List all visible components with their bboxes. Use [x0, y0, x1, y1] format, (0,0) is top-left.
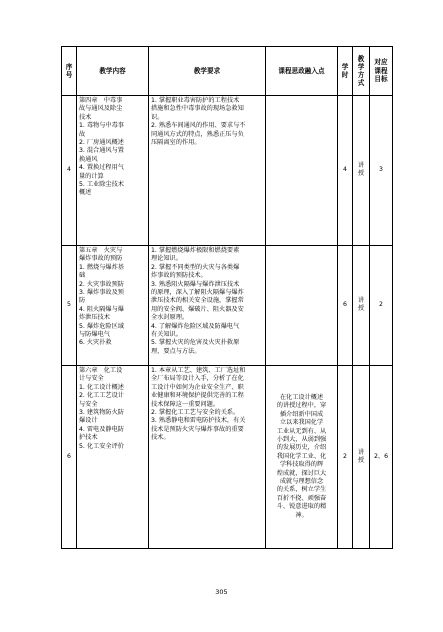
- cell-ideology-line: 立以来我国化学: [279, 419, 324, 427]
- cell-ideology-line: 成就与理想信念: [279, 478, 324, 486]
- cell-requirement-line: 技术。: [151, 434, 170, 442]
- cell-method: [353, 366, 370, 549]
- cell-content-line: 础: [79, 272, 86, 280]
- cell-requirement-line: 3. 熟悉静电和雷电防护技术，有关: [151, 417, 246, 425]
- cell-requirement-line: 3. 熟悉阻火隔爆与爆炸泄压技术: [151, 280, 240, 288]
- cell-ideology-line: 小到大，从弱到强: [276, 435, 327, 443]
- header-content: 教学内容: [77, 47, 149, 96]
- syllabus-table: [61, 46, 393, 549]
- cell-content-line: 换通风: [79, 155, 98, 163]
- cell-content-line: 护技术: [79, 434, 98, 442]
- cell-ideology: [266, 246, 338, 366]
- cell-content-line: 4. 雷电及静电防: [79, 425, 124, 433]
- cell-content-line: 与安全: [79, 400, 98, 408]
- cell-method-text: 讲授: [357, 162, 365, 178]
- cell-content-line: 5. 工业除尘技术: [79, 181, 124, 189]
- cell-requirement-line: 有关知识。: [151, 331, 182, 339]
- cell-content-line: 3. 混合通风与置: [79, 147, 124, 155]
- cell-requirement-line: 的原理，深入了解阻火隔爆与爆炸: [151, 289, 244, 297]
- cell-hours: 2: [338, 366, 353, 549]
- cell-content-line: 炸泄压技术: [79, 314, 110, 322]
- cell-ideology-line: 的讲授过程中，穿: [276, 402, 327, 410]
- header-row: [62, 47, 393, 96]
- cell-content-line: 4. 置换过程用气: [79, 164, 124, 172]
- cell-requirement-line: 2. 掌握化工工艺与安全的关系。: [151, 409, 240, 417]
- cell-content-line: 5. 化工安全评价: [79, 442, 124, 450]
- cell-ideology-line: 我国化学工业、化: [276, 452, 327, 460]
- cell-requirement-line: 1. 本章从工艺、建筑、工厂选址和: [151, 367, 246, 374]
- cell-ideology-line: 煌成就，探讨巨大: [276, 469, 327, 477]
- cell-content-line: 与防爆电气: [79, 331, 110, 339]
- cell-content-line: 故: [79, 130, 86, 138]
- cell-content-line: 2. 厂房通风概述: [79, 139, 124, 147]
- cell-requirement-line: 2. 掌握不同类型的火灾与各类爆: [151, 263, 240, 271]
- header-seq: 序号: [62, 47, 77, 96]
- cell-requirement-line: 工设计中如何为企业安全生产、职: [151, 383, 244, 391]
- cell-requirement-line: 5. 掌握火灾的危害及火灾扑救原: [151, 339, 240, 347]
- cell-content-line: 4. 阻火隔爆与爆: [79, 305, 124, 313]
- cell-content-line: 第五章 火灾与: [79, 247, 123, 254]
- cell-content-line: 技术: [79, 113, 92, 121]
- cell-requirement: [149, 96, 266, 246]
- cell-requirement-line: 措施和急性中毒事故的现场急救知: [151, 105, 244, 113]
- cell-ideology-line: 神。: [295, 511, 308, 519]
- cell-requirement-line: 理论知识。: [151, 255, 182, 263]
- cell-seq: 4: [62, 96, 77, 246]
- cell-ideology: [266, 96, 338, 246]
- cell-content: [77, 96, 149, 246]
- cell-content-line: 1. 燃烧与爆炸基: [79, 263, 124, 271]
- cell-requirement-line: 4. 了解爆炸危险区域及防爆电气: [151, 322, 240, 330]
- cell-ideology-line: 在化工设计概述: [279, 393, 324, 401]
- header-method: 教学方式: [353, 47, 370, 96]
- cell-requirement-line: 理、要点与方法。: [151, 347, 201, 355]
- cell-target: 2: [370, 246, 393, 366]
- cell-content-line: 第四章 中毒事: [79, 97, 123, 104]
- cell-ideology-line: 的关系，树立学生: [276, 486, 327, 494]
- cell-ideology-line: 学科技取得的辉: [279, 461, 324, 469]
- cell-requirement-line: 2. 熟悉车间通风的作用、要求与不: [151, 122, 246, 130]
- cell-seq: 5: [62, 246, 77, 366]
- cell-content-line: 3. 爆炸事故及预: [79, 289, 124, 297]
- cell-ideology-line: 百折不挠、顽强奋: [276, 494, 327, 502]
- cell-requirement-line: 1. 掌握燃烧爆炸极限和燃烧要素: [151, 247, 240, 254]
- cell-requirement: [149, 246, 266, 366]
- cell-requirement-line: 压隔离室的作用。: [151, 139, 201, 147]
- cell-requirement-line: 泄压技术的相关安全设施，掌握常: [151, 297, 244, 305]
- header-hours: 学时: [338, 47, 353, 96]
- cell-content-line: 6. 火灾扑救: [79, 339, 112, 347]
- cell-method-text: 讲授: [357, 448, 365, 464]
- cell-content-line: 5. 爆炸危险区域: [79, 322, 124, 330]
- cell-requirement-line: 1. 掌握职业毒害防护的工程技术: [151, 97, 240, 104]
- cell-content-line: 第六章 化工设: [79, 367, 123, 374]
- cell-content-line: 故与通风及除尘: [79, 105, 123, 113]
- cell-content-line: 爆炸事故的预防: [79, 255, 123, 263]
- cell-hours: 6: [338, 246, 353, 366]
- header-target: 对应课程目标: [370, 47, 393, 96]
- cell-content: [77, 366, 149, 549]
- header-ideology: 课程思政融入点: [266, 47, 338, 96]
- table-row: [62, 246, 393, 366]
- cell-requirement-line: 全水封原理。: [151, 314, 189, 322]
- cell-ideology-line: 插介绍新中国成: [279, 410, 324, 418]
- cell-requirement-line: 识。: [151, 113, 164, 121]
- page-number: 305: [215, 588, 228, 596]
- cell-content-line: 3. 建筑物防火防: [79, 409, 124, 417]
- table-row: [62, 96, 393, 246]
- cell-content-line: 1. 毒物与中毒事: [79, 122, 124, 130]
- header-requirement: 教学要求: [149, 47, 266, 96]
- cell-requirement-line: 技术保障这一重要问题。: [151, 400, 220, 408]
- cell-content-line: 爆设计: [79, 417, 98, 425]
- cell-seq: 6: [62, 366, 77, 549]
- cell-content: [77, 246, 149, 366]
- cell-target: 2、6: [370, 366, 393, 549]
- cell-requirement-line: 全厂布局等设计入手，分析了在化: [151, 375, 244, 383]
- cell-content-line: 概述: [79, 189, 92, 197]
- cell-method: [353, 96, 370, 246]
- cell-requirement: [149, 366, 266, 549]
- cell-method: [353, 246, 370, 366]
- cell-requirement-line: 用的安全阀、爆破片、阻火器及安: [151, 305, 244, 313]
- cell-content-line: 计与安全: [79, 375, 104, 383]
- cell-requirement-line: 业健康和环境保护提供完善的工程: [151, 392, 244, 400]
- cell-target: 3: [370, 96, 393, 246]
- table-row: [62, 366, 393, 549]
- cell-content-line: 量的计算: [79, 172, 104, 180]
- cell-requirement-line: 炸事故的预防技术。: [151, 272, 207, 280]
- cell-content-line: 1. 化工设计概述: [79, 383, 124, 391]
- cell-ideology: [266, 366, 338, 549]
- cell-content-line: 2. 火灾事故预防: [79, 280, 124, 288]
- cell-ideology-line: 工业从无到有、从: [276, 427, 327, 435]
- cell-hours: 4: [338, 96, 353, 246]
- cell-content-line: 2. 化工工艺设计: [79, 392, 124, 400]
- cell-requirement-line: 同通风方式的特点，熟悉正压与负: [151, 130, 244, 138]
- cell-content-line: 防: [79, 297, 86, 305]
- cell-ideology-line: 的发展历史，介绍: [276, 444, 327, 452]
- cell-ideology-line: 斗、锐意进取的精: [276, 503, 327, 511]
- cell-method-text: 讲授: [357, 297, 365, 313]
- cell-requirement-line: 技术是预防火灾与爆炸事故的重要: [151, 425, 244, 433]
